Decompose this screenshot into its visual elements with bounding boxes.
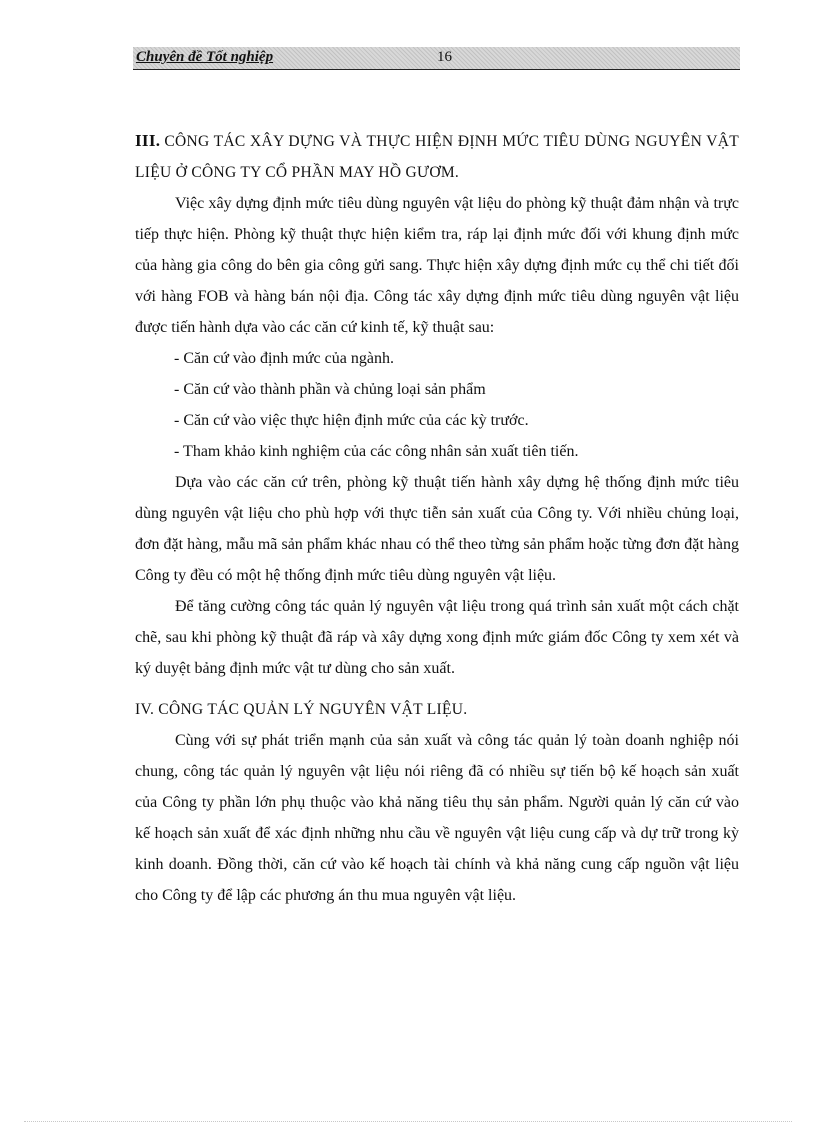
page-number: 16 — [437, 49, 452, 65]
list-item: - Căn cứ vào việc thực hiện định mức của các kỳ trước. — [174, 412, 529, 429]
section-3-heading — [135, 125, 739, 188]
section-3-number: III. — [135, 131, 161, 150]
page-bottom-border — [24, 1121, 792, 1122]
section-4-heading: IV. CÔNG TÁC QUẢN LÝ NGUYÊN VẬT LIỆU. — [135, 701, 468, 718]
section-3-paragraph-2: Dựa vào các căn cứ trên, phòng kỹ thuật tiến hành xây dựng hệ thống định mức tiêu dùng nguyên vật liệu cho phù hợp với thực tiễn sản xuất của Công ty. Với nhiều chủng loại, đơn đặt hàng, mẫu mã sản phẩm khác nhau có thể theo từng sản phẩm hoặc từng đơn đặt hàng Công ty đều có một hệ thống định mức tiêu dùng nguyên vật liệu. — [135, 474, 739, 584]
criteria-list — [135, 343, 739, 467]
section-spacer — [135, 684, 739, 694]
section-3-paragraph-3: Để tăng cường công tác quản lý nguyên vật liệu trong quá trình sản xuất một cách chặt chẽ, sau khi phòng kỹ thuật đã ráp và xây dựng xong định mức giám đốc Công ty xem xét và ký duyệt bảng định mức vật tư dùng cho sản xuất. — [135, 598, 739, 677]
section-4-paragraph-1: Cùng với sự phát triển mạnh của sản xuất và công tác quản lý toàn doanh nghiệp nói chung, công tác quản lý nguyên vật liệu nói riêng đã có nhiều sự tiến bộ kế hoạch sản xuất của Công ty phần lớn phụ thuộc vào khả năng tiêu thụ sản phẩm. Người quản lý căn cứ vào kế hoạch sản xuất để xác định những nhu cầu về nguyên vật liệu cung cấp và dự trữ trong kỳ kinh doanh. Đồng thời, căn cứ vào kế hoạch tài chính và khả năng cung cấp nguồn vật liệu cho Công ty để lập các phương án thu mua nguyên vật liệu. — [135, 732, 739, 904]
section-3-paragraph-1: Việc xây dựng định mức tiêu dùng nguyên vật liệu do phòng kỹ thuật đảm nhận và trực tiếp thực hiện. Phòng kỹ thuật thực hiện kiểm tra, ráp lại định mức đối với khung định mức của hàng gia công do bên gia công gửi sang. Thực hiện xây dựng định mức cụ thể chi tiết đối với hàng FOB và hàng bán nội địa. Công tác xây dựng định mức tiêu dùng nguyên vật liệu được tiến hành dựa vào các căn cứ kinh tế, kỹ thuật sau: — [135, 195, 739, 336]
list-item: - Tham khảo kinh nghiệm của các công nhân sản xuất tiên tiến. — [174, 443, 579, 460]
section-3-title: CÔNG TÁC XÂY DỰNG VÀ THỰC HIỆN ĐỊNH MỨC TIÊU DÙNG NGUYÊN VẬT LIỆU Ở CÔNG TY CỔ PHẦN MAY HỒ GƯƠM. — [135, 133, 739, 181]
header-title: Chuyên đề Tốt nghiệp — [136, 49, 274, 65]
page-header — [133, 47, 740, 70]
list-item: - Căn cứ vào định mức của ngành. — [174, 350, 394, 367]
list-item: - Căn cứ vào thành phần và chủng loại sản phẩm — [174, 381, 486, 398]
document-body — [135, 125, 739, 911]
